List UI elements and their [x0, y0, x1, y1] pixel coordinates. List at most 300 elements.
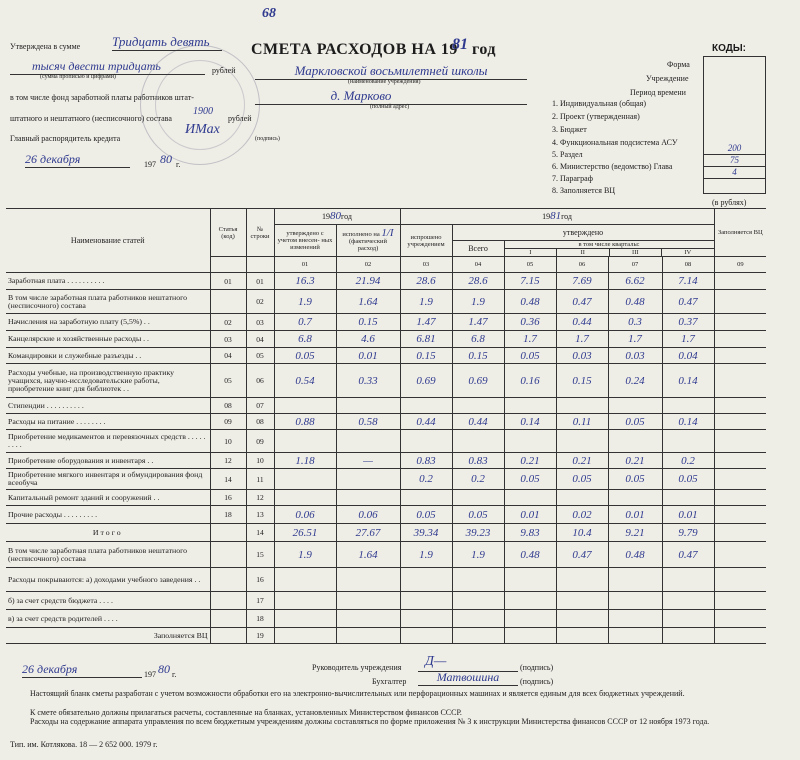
row-value: 0.05: [452, 506, 504, 524]
row-value: 0.2: [662, 453, 714, 469]
row-value: 6.62: [608, 273, 662, 290]
row-number: 04: [246, 331, 274, 348]
row-value: 0.14: [662, 364, 714, 398]
code-item-7: 7. Параграф: [552, 174, 593, 183]
row-value: —: [336, 453, 400, 469]
row-value: 0.04: [662, 348, 714, 364]
col-num: 01: [274, 257, 336, 273]
row-value: [504, 430, 556, 453]
row-value: 39.34: [400, 524, 452, 542]
row-value: 0.83: [400, 453, 452, 469]
accountant-caption: (подпись): [520, 677, 554, 686]
staff-hw: 1900: [193, 106, 213, 117]
row-value: 0.33: [336, 364, 400, 398]
row-value: [274, 592, 336, 610]
table-row: [6, 542, 766, 568]
code-item-2: 2. Проект (утвержденная): [552, 112, 640, 121]
row-number: 05: [246, 348, 274, 364]
row-vc: [714, 568, 766, 592]
row-number: 14: [246, 524, 274, 542]
row-name: б) за счет средств бюджета . . . .: [6, 592, 210, 610]
row-vc: [714, 273, 766, 290]
row-value: 0.06: [274, 506, 336, 524]
row-value: [274, 490, 336, 506]
row-number: 11: [246, 469, 274, 490]
col-num: 04: [452, 257, 504, 273]
row-value: [504, 398, 556, 414]
row-value: 0.15: [452, 348, 504, 364]
row-number: 08: [246, 414, 274, 430]
institution-caption: (наименование учреждения): [348, 79, 421, 85]
row-value: 1.9: [400, 542, 452, 568]
prev-year-prefix: 19: [322, 212, 331, 221]
header-date-hw: 26 декабря: [25, 152, 130, 168]
row-name: Приобретение оборудования и инвентаря . .: [6, 453, 210, 469]
code-value-5: 200: [703, 143, 766, 155]
table-row: [6, 490, 766, 506]
fund-line: в том числе фонд заработной платы работников штат-: [10, 93, 194, 102]
row-value: [608, 610, 662, 628]
row-value: [556, 568, 608, 592]
row-value: 0.88: [274, 414, 336, 430]
by-quarters-label: в том числе кварталы:: [578, 241, 640, 248]
col-num: 05: [504, 257, 556, 273]
row-value: 0.3: [608, 314, 662, 331]
footer-print: Тип. им. Котлякова. 18 — 2 652 000. 1979 г.: [10, 740, 158, 749]
footer-year-hw: 80: [158, 662, 170, 676]
code-item-8: 8. Заполняется ВЦ: [552, 186, 616, 195]
table-row: [6, 568, 766, 592]
row-value: 0.48: [608, 290, 662, 314]
row-value: 6.8: [274, 331, 336, 348]
row-number: 12: [246, 490, 274, 506]
row-vc: [714, 398, 766, 414]
quarter-2: II: [557, 249, 610, 256]
row-value: [608, 628, 662, 644]
page-number: 68: [262, 6, 276, 21]
table-row: [6, 469, 766, 490]
row-vc: [714, 506, 766, 524]
accountant-label: Бухгалтер: [372, 677, 407, 686]
row-value: 0.01: [336, 348, 400, 364]
row-value: 0.44: [556, 314, 608, 331]
row-article: 05: [210, 364, 246, 398]
col-num: 02: [336, 257, 400, 273]
row-value: 0.14: [662, 414, 714, 430]
row-value: [608, 592, 662, 610]
row-value: 0.24: [608, 364, 662, 398]
row-name: Заработная плата . . . . . . . . . .: [6, 273, 210, 290]
table-row: [6, 331, 766, 348]
row-value: 7.69: [556, 273, 608, 290]
row-value: [274, 469, 336, 490]
row-value: [608, 398, 662, 414]
col-num: 09: [714, 257, 766, 273]
row-value: 0.83: [452, 453, 504, 469]
doc-title-year-hw: 81: [452, 36, 468, 53]
row-value: [274, 398, 336, 414]
prev-year-header: [274, 209, 400, 225]
row-value: 1.47: [400, 314, 452, 331]
row-value: [662, 430, 714, 453]
row-article: 01: [210, 273, 246, 290]
row-value: 0.2: [452, 469, 504, 490]
row-value: [336, 398, 400, 414]
row-value: [336, 469, 400, 490]
header-year-suffix: г.: [176, 160, 181, 169]
row-value: [662, 490, 714, 506]
row-value: 28.6: [400, 273, 452, 290]
row-value: 28.6: [452, 273, 504, 290]
row-value: 4.6: [336, 331, 400, 348]
row-name: Итого: [6, 524, 210, 542]
row-vc: [714, 628, 766, 644]
table-row: [6, 348, 766, 364]
row-vc: [714, 414, 766, 430]
cur-year-suffix: год: [561, 212, 572, 221]
row-value: 39.23: [452, 524, 504, 542]
footer-note-3: Расходы на содержание аппарата управления по всем бюджетным учреждениям должны составляться по форме приложения № 3 к инструкции Министерства финансов СССР от 12 ноября 1973 года.: [30, 717, 710, 726]
rub-label: рублей: [212, 66, 236, 75]
table-row: [6, 398, 766, 414]
row-article: [210, 568, 246, 592]
row-value: [336, 568, 400, 592]
footer-note-1: Настоящий бланк сметы разработан с учетом возможности обработки его на электронно-вычислительных или перфорационных машинах и является единым для всех бюджетных учреждений.: [30, 689, 685, 698]
table-row: [6, 430, 766, 453]
row-value: 1.47: [452, 314, 504, 331]
row-value: 27.67: [336, 524, 400, 542]
approved-changes-header: утверждено с учетом внесен- ных изменений: [274, 225, 336, 257]
row-number: 07: [246, 398, 274, 414]
code-item-1: 1. Индивидуальная (общая): [552, 99, 646, 108]
staff-line: штатного и нештатного (несписочного) состава: [10, 114, 172, 123]
row-value: 0.47: [662, 542, 714, 568]
row-vc: [714, 453, 766, 469]
row-value: [504, 490, 556, 506]
row-value: 0.21: [556, 453, 608, 469]
row-article: 02: [210, 314, 246, 331]
vc-header: Заполняется ВЦ: [714, 209, 766, 257]
row-value: 0.44: [452, 414, 504, 430]
row-value: 0.47: [556, 542, 608, 568]
row-value: 0.02: [556, 506, 608, 524]
executed-on: исполнено на: [342, 230, 380, 238]
row-article: 03: [210, 331, 246, 348]
row-vc: [714, 314, 766, 331]
row-value: [608, 568, 662, 592]
row-value: 0.05: [504, 348, 556, 364]
address-caption: (полный адрес): [370, 104, 410, 110]
row-name: Прочие расходы . . . . . . . . .: [6, 506, 210, 524]
row-name: Капитальный ремонт зданий и сооружений . .: [6, 490, 210, 506]
row-value: [556, 628, 608, 644]
row-value: [662, 568, 714, 592]
row-number: 19: [246, 628, 274, 644]
row-value: 1.64: [336, 290, 400, 314]
row-number: 10: [246, 453, 274, 469]
row-article: 10: [210, 430, 246, 453]
row-vc: [714, 542, 766, 568]
row-value: 0.47: [556, 290, 608, 314]
row-value: [274, 568, 336, 592]
row-value: 9.21: [608, 524, 662, 542]
row-value: 0.21: [608, 453, 662, 469]
row-vc: [714, 364, 766, 398]
main-manager: Главный распорядитель кредита: [10, 134, 121, 143]
row-number: 03: [246, 314, 274, 331]
row-value: 0.54: [274, 364, 336, 398]
footer-date-hw: 26 декабря: [22, 662, 142, 678]
row-value: [556, 430, 608, 453]
row-value: [274, 430, 336, 453]
row-value: [336, 592, 400, 610]
row-value: 0.69: [452, 364, 504, 398]
prev-year-suffix: год: [341, 212, 352, 221]
row-name: Стипендии . . . . . . . . . .: [6, 398, 210, 414]
row-value: 0.15: [336, 314, 400, 331]
codes-unit: (в рублях): [712, 198, 747, 207]
head-caption: (подпись): [520, 663, 554, 672]
table-row: [6, 524, 766, 542]
row-value: 0.03: [608, 348, 662, 364]
cur-year-prefix: 19: [542, 212, 551, 221]
row-value: [452, 610, 504, 628]
quarter-1: I: [505, 249, 558, 256]
row-value: [400, 568, 452, 592]
row-value: [662, 610, 714, 628]
row-value: 0.48: [504, 542, 556, 568]
row-value: [556, 398, 608, 414]
approved-sum-hw1: Тридцать девять: [112, 34, 222, 51]
row-value: 1.9: [452, 542, 504, 568]
row-value: [608, 430, 662, 453]
signature-caption: (подпись): [255, 136, 280, 142]
code-item-6: 6. Министерство (ведомство) Глава: [552, 162, 673, 171]
row-value: 0.2: [400, 469, 452, 490]
head-signature: Д—: [425, 654, 447, 669]
footer-year-prefix: 197: [144, 670, 156, 679]
row-article: [210, 628, 246, 644]
row-article: [210, 524, 246, 542]
code-item-4: 4. Функциональная подсистема АСУ: [552, 138, 678, 147]
row-value: 1.9: [274, 290, 336, 314]
footer-year-suffix: г.: [172, 670, 177, 679]
row-name: Приобретение мягкого инвентаря и обмундирования фонд всеобуча: [6, 469, 210, 490]
row-number: 13: [246, 506, 274, 524]
row-value: [662, 592, 714, 610]
row-value: 0.05: [608, 469, 662, 490]
row-value: [400, 430, 452, 453]
expense-table: [6, 208, 766, 644]
row-value: 0.01: [608, 506, 662, 524]
row-value: 0.48: [608, 542, 662, 568]
row-value: 0.15: [400, 348, 452, 364]
address-hw: д. Марково: [255, 88, 527, 105]
footer-note-2: К смете обязательно должны прилагаться расчеты, составленные на бланках, установленных Министерством финансов СССР.: [30, 708, 462, 717]
row-value: [452, 628, 504, 644]
row-vc: [714, 610, 766, 628]
row-value: 0.69: [400, 364, 452, 398]
total-header: Всего: [452, 241, 504, 257]
row-value: [400, 610, 452, 628]
row-value: 1.7: [504, 331, 556, 348]
prev-year-hw: 80: [330, 210, 342, 222]
row-vc: [714, 290, 766, 314]
row-article: 16: [210, 490, 246, 506]
manager-signature: ИМах: [185, 122, 220, 137]
row-value: 0.05: [504, 469, 556, 490]
row-value: 1.7: [608, 331, 662, 348]
header-year-hw: 80: [160, 152, 172, 166]
executed-hw: 1/I: [381, 226, 394, 239]
code-item-5: 5. Раздел: [552, 150, 583, 159]
institution-hw: Маркловской восьмилетней школы: [255, 63, 527, 80]
row-value: 0.21: [504, 453, 556, 469]
row-number: 17: [246, 592, 274, 610]
row-name: В том числе заработная плата работников нештатного (несписочного) состава: [6, 542, 210, 568]
header-year-prefix: 197: [144, 160, 156, 169]
row-value: 7.14: [662, 273, 714, 290]
row-value: [336, 628, 400, 644]
row-value: 1.7: [662, 331, 714, 348]
row-value: [274, 610, 336, 628]
quarter-4: IV: [684, 249, 692, 256]
row-article: 08: [210, 398, 246, 414]
code-value-7: 4: [703, 167, 766, 179]
row-value: [504, 592, 556, 610]
row-article: 09: [210, 414, 246, 430]
col-num: 03: [400, 257, 452, 273]
row-name: в) за счет средств родителей . . . .: [6, 610, 210, 628]
row-vc: [714, 348, 766, 364]
row-value: [452, 490, 504, 506]
row-value: 1.64: [336, 542, 400, 568]
row-value: [504, 628, 556, 644]
row-number: 06: [246, 364, 274, 398]
sum-caption: (сумма прописью и цифрами): [40, 74, 116, 80]
row-name: Расходы покрываются: а) доходами учебного заведения . .: [6, 568, 210, 592]
row-article: [210, 592, 246, 610]
row-value: 1.9: [400, 290, 452, 314]
row-article: [210, 290, 246, 314]
row-value: 1.9: [274, 542, 336, 568]
row-number: 16: [246, 568, 274, 592]
row-value: [274, 628, 336, 644]
col-article-header: Статья (код): [210, 209, 246, 257]
table-row: [6, 592, 766, 610]
row-value: 0.47: [662, 290, 714, 314]
row-value: [608, 490, 662, 506]
row-value: 6.81: [400, 331, 452, 348]
col-name-header: Наименование статей: [6, 209, 210, 273]
row-article: 04: [210, 348, 246, 364]
codes-form: Форма: [667, 60, 690, 69]
row-article: [210, 610, 246, 628]
row-value: 21.94: [336, 273, 400, 290]
table-row: [6, 314, 766, 331]
row-vc: [714, 592, 766, 610]
row-value: 1.7: [556, 331, 608, 348]
row-number: 01: [246, 273, 274, 290]
row-name: Начисления на заработную плату (5,5%) . .: [6, 314, 210, 331]
row-vc: [714, 524, 766, 542]
executed-fact: (фактический расход): [349, 237, 387, 252]
doc-title: СМЕТА РАСХОДОВ НА 19: [251, 41, 458, 58]
row-value: 0.44: [400, 414, 452, 430]
row-value: [336, 610, 400, 628]
row-value: [504, 568, 556, 592]
table-row: [6, 453, 766, 469]
codes-title: КОДЫ:: [712, 43, 746, 54]
row-value: [452, 592, 504, 610]
row-vc: [714, 331, 766, 348]
staff-rub: рублей: [228, 114, 252, 123]
row-value: 10.4: [556, 524, 608, 542]
row-value: 0.05: [274, 348, 336, 364]
row-name: В том числе заработная плата работников нештатного (несписочного) состава: [6, 290, 210, 314]
row-value: 0.01: [504, 506, 556, 524]
quarters-header: [504, 241, 714, 257]
row-value: 1.9: [452, 290, 504, 314]
col-num: 07: [608, 257, 662, 273]
row-value: [662, 628, 714, 644]
col-num: 08: [662, 257, 714, 273]
col-num: 06: [556, 257, 608, 273]
table-row: [6, 610, 766, 628]
row-value: 0.15: [556, 364, 608, 398]
row-name: Командировки и служебные разъезды . .: [6, 348, 210, 364]
row-value: 0.05: [608, 414, 662, 430]
row-value: 0.03: [556, 348, 608, 364]
row-article: 12: [210, 453, 246, 469]
row-value: 0.14: [504, 414, 556, 430]
row-value: [400, 490, 452, 506]
row-vc: [714, 469, 766, 490]
row-value: 16.3: [274, 273, 336, 290]
row-value: [452, 430, 504, 453]
table-row: [6, 414, 766, 430]
row-value: 0.16: [504, 364, 556, 398]
row-name: Расходы на питание . . . . . . . .: [6, 414, 210, 430]
approved-sum-hw2: тысяч двести тридцать: [10, 59, 205, 75]
row-value: [504, 610, 556, 628]
col-row-header: № строки: [246, 209, 274, 257]
row-value: [662, 398, 714, 414]
cur-year-header: [400, 209, 714, 225]
row-value: [556, 610, 608, 628]
row-value: 26.51: [274, 524, 336, 542]
approved-header: утверждено: [452, 225, 714, 241]
table-row: [6, 273, 766, 290]
row-article: [210, 542, 246, 568]
row-value: 0.05: [400, 506, 452, 524]
row-value: 0.7: [274, 314, 336, 331]
row-value: 0.48: [504, 290, 556, 314]
row-value: 0.05: [556, 469, 608, 490]
row-value: 9.79: [662, 524, 714, 542]
row-number: 02: [246, 290, 274, 314]
row-name: Расходы учебные, на производственную практику учащихся, научно-исследовательские работы, приобретение книг для библиотек . .: [6, 364, 210, 398]
row-vc: [714, 490, 766, 506]
head-label: Руководитель учреждения: [312, 663, 402, 672]
table-row: [6, 628, 766, 644]
row-value: [556, 592, 608, 610]
row-value: 1.18: [274, 453, 336, 469]
row-name: Канцелярские и хозяйственные расходы . .: [6, 331, 210, 348]
row-value: [452, 568, 504, 592]
cur-year-hw: 81: [550, 210, 562, 222]
table-row: [6, 506, 766, 524]
